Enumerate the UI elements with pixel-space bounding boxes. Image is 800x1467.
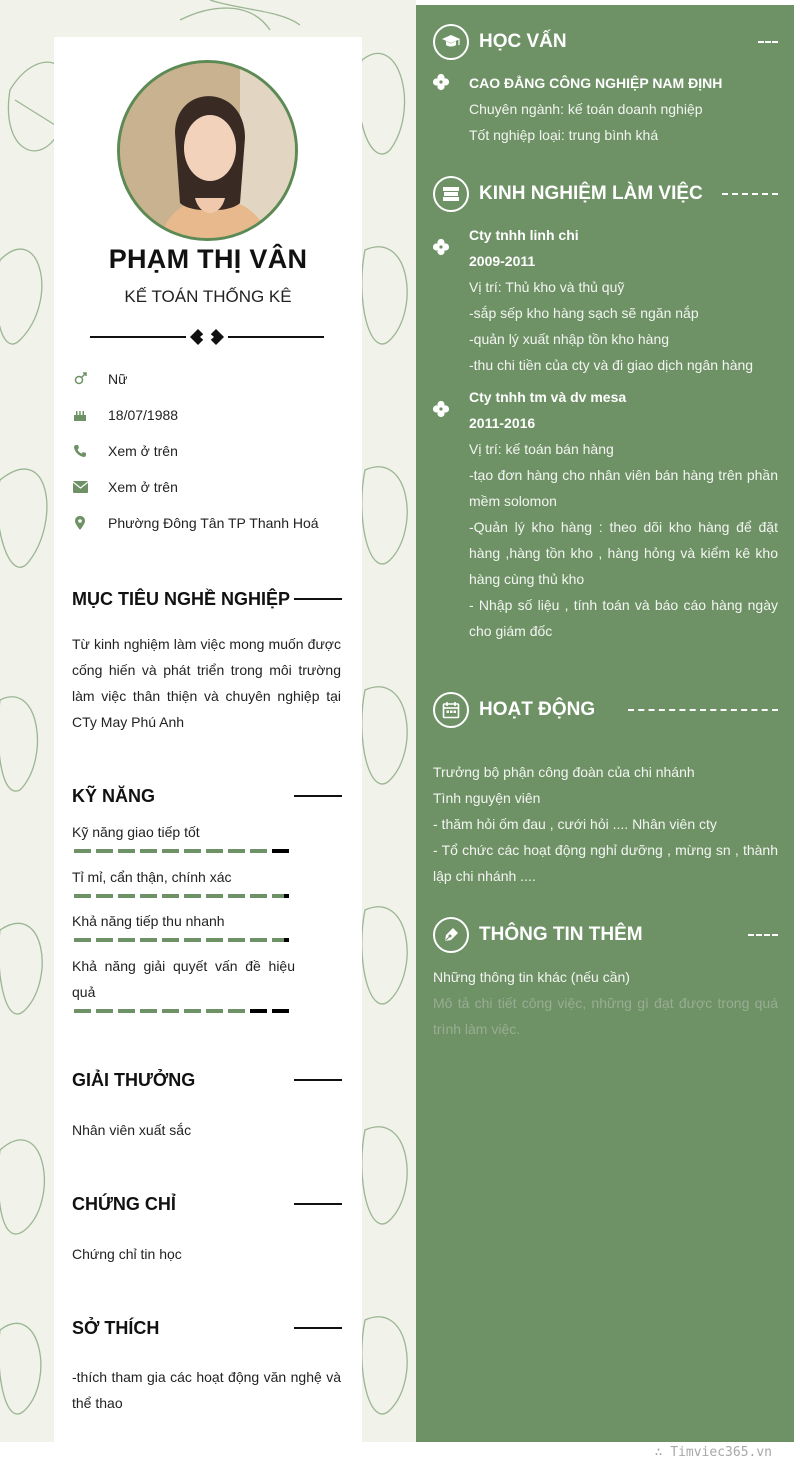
skills-heading <box>72 784 342 808</box>
job-period: 2011-2016 <box>469 415 536 431</box>
skill-segment <box>140 849 157 853</box>
hobbies-title: SỞ THÍCH <box>72 1317 160 1338</box>
experience-heading <box>433 176 778 212</box>
awards-title: GIẢI THƯỞNG <box>72 1069 196 1090</box>
skill-segment <box>272 894 289 898</box>
skill-segment <box>96 1009 113 1013</box>
education-title: HỌC VẤN <box>479 31 567 52</box>
skill-segment <box>96 938 113 942</box>
envelope-icon <box>72 479 88 495</box>
skill-label: Khả năng tiếp thu nhanh <box>72 913 225 929</box>
job-period: 2009-2011 <box>469 253 536 269</box>
contact-phone <box>72 441 178 461</box>
hobbies-heading <box>72 1316 342 1340</box>
contact-email <box>72 477 178 497</box>
job-line: Vị trí: Thủ kho và thủ quỹ <box>469 279 625 295</box>
job-line: -Quản lý kho hàng : theo dõi kho hàng để đặt hàng ,hàng tồn kho , hàng hỏng và kiểm kê kho hàng cùng thủ kho <box>469 519 778 587</box>
skill-segment <box>118 894 135 898</box>
skill-segment <box>206 849 223 853</box>
activities-heading <box>433 692 778 728</box>
skill-segment <box>162 894 179 898</box>
gender-text: Nữ <box>108 371 128 387</box>
skill-segment <box>74 1009 91 1013</box>
graduation-cap-icon <box>433 24 469 60</box>
calendar-icon <box>433 692 469 728</box>
heading-rule <box>294 1079 342 1081</box>
job-entry <box>469 222 778 378</box>
heading-dashes <box>628 709 778 711</box>
address-text: Phường Đông Tân TP Thanh Hoá <box>108 515 319 531</box>
ornament-divider <box>90 328 324 346</box>
skill-segment <box>140 1009 157 1013</box>
avatar-portrait <box>120 63 298 241</box>
flower-icon <box>432 238 450 256</box>
skill-segment <box>118 849 135 853</box>
education-block <box>469 70 778 148</box>
skill-segment <box>206 1009 223 1013</box>
activity-line: Trưởng bộ phận công đoàn của chi nhánh <box>433 764 695 780</box>
skill-segment <box>228 849 245 853</box>
phone-icon <box>72 443 88 459</box>
skill-segment <box>118 938 135 942</box>
activity-line: - thăm hỏi ốm đau , cưới hỏi .... Nhân viên cty <box>433 816 717 832</box>
education-heading <box>433 24 778 60</box>
skill-segment <box>96 849 113 853</box>
skill-label: Tỉ mỉ, cẩn thận, chính xác <box>72 869 232 885</box>
phone-text: Xem ở trên <box>108 443 178 459</box>
certificates-heading <box>72 1192 342 1216</box>
flower-icon <box>432 73 450 91</box>
education-major: Chuyên ngành: kế toán doanh nghiệp <box>469 101 703 117</box>
objective-heading <box>72 587 342 611</box>
job-line: - Nhập số liệu , tính toán và báo cáo hàng ngày cho giám đốc <box>469 597 778 639</box>
activity-line: - Tổ chức các hoạt động nghỉ dưỡng , mừng sn , thành lập chi nhánh .... <box>433 842 778 884</box>
email-text: Xem ở trên <box>108 479 178 495</box>
awards-text: Nhân viên xuất sắc <box>72 1122 192 1138</box>
experience-title: KINH NGHIỆM LÀM VIỆC <box>479 183 703 204</box>
skill-segment <box>118 1009 135 1013</box>
skill-segment <box>206 894 223 898</box>
skill-bar <box>74 938 295 942</box>
skill-segment <box>250 938 267 942</box>
company-name: Cty tnhh linh chi <box>469 227 579 243</box>
skill-segment <box>184 1009 201 1013</box>
heading-dashes <box>748 934 778 936</box>
additional-placeholder: Mô tả chi tiết công việc, những gì đạt được trong quá trình làm việc. <box>433 995 778 1037</box>
skill-segment <box>74 938 91 942</box>
certificates-title: CHỨNG CHỈ <box>72 1193 176 1214</box>
brand-mark: ∴ <box>654 1445 663 1460</box>
skill-segment <box>184 849 201 853</box>
skill-segment <box>74 849 91 853</box>
additional-heading <box>433 917 778 953</box>
skill-segment <box>228 894 245 898</box>
person-name: PHẠM THỊ VÂN <box>108 244 308 274</box>
skill-segment <box>162 938 179 942</box>
certificates-text: Chứng chỉ tin học <box>72 1246 182 1262</box>
skill-segment <box>162 849 179 853</box>
skill-bar <box>74 894 295 898</box>
skill-segment <box>272 938 289 942</box>
gender-icon <box>72 371 88 387</box>
additional-block <box>433 964 778 1042</box>
skill-label: Kỹ năng giao tiếp tốt <box>72 824 200 840</box>
job-line: -tạo đơn hàng cho nhân viên bán hàng trên phần mềm solomon <box>469 467 778 509</box>
skill-segment <box>250 1009 267 1013</box>
job-entry <box>469 384 778 644</box>
skill-segment <box>162 1009 179 1013</box>
heading-rule <box>294 598 342 600</box>
contact-birthday <box>72 405 178 425</box>
skill-bar <box>74 849 295 853</box>
heading-rule <box>294 1327 342 1329</box>
skill-segment <box>228 938 245 942</box>
skill-segment <box>140 894 157 898</box>
objective-text: Từ kinh nghiệm làm việc mong muốn được cống hiến và phát triển trong môi trường làm việc thân thiện và chuyên nghiệp tại CTy May Phú Anh <box>72 636 341 730</box>
heading-dashes <box>758 41 778 43</box>
skill-segment <box>272 849 289 853</box>
job-line: -thu chi tiền của cty và đi giao dịch ngân hàng <box>469 357 754 373</box>
brand-text: Timviec365.vn <box>670 1445 772 1460</box>
skill-segment <box>74 894 91 898</box>
birthday-text: 18/07/1988 <box>108 407 179 423</box>
flower-icon <box>432 400 450 418</box>
activity-line: Tình nguyện viên <box>433 790 541 806</box>
books-icon <box>433 176 469 212</box>
activities-title: HOẠT ĐỘNG <box>479 699 596 720</box>
objective-title: MỤC TIÊU NGHỀ NGHIỆP <box>72 588 291 609</box>
skill-segment <box>206 938 223 942</box>
contact-gender <box>72 369 127 389</box>
education-grade: Tốt nghiệp loại: trung bình khá <box>469 127 659 143</box>
additional-line: Những thông tin khác (nếu cần) <box>433 969 630 985</box>
skill-segment <box>250 849 267 853</box>
school-name: CAO ĐẲNG CÔNG NGHIỆP NAM ĐỊNH <box>469 75 723 91</box>
avatar <box>117 60 298 241</box>
footer <box>0 1442 800 1467</box>
skill-bar <box>74 1009 295 1013</box>
skill-segment <box>250 894 267 898</box>
activities-block <box>433 759 778 889</box>
contact-address <box>72 513 319 533</box>
skill-segment <box>184 894 201 898</box>
cake-icon <box>72 407 88 423</box>
heading-dashes <box>722 193 778 195</box>
heading-rule <box>294 795 342 797</box>
skill-segment <box>184 938 201 942</box>
map-pin-icon <box>72 515 88 531</box>
job-line: -quản lý xuất nhập tồn kho hàng <box>469 331 670 347</box>
skill-segment <box>272 1009 289 1013</box>
job-line: Vị trí: kế toán bán hàng <box>469 441 614 457</box>
skill-label: Khả năng giải quyết vấn đề hiệu quả <box>72 958 295 1000</box>
job-title: KẾ TOÁN THỐNG KÊ <box>124 287 292 306</box>
skill-segment <box>140 938 157 942</box>
job-line: -sắp sếp kho hàng sạch sẽ ngăn nắp <box>469 305 699 321</box>
heading-rule <box>294 1203 342 1205</box>
brand-watermark <box>655 1445 772 1460</box>
skills-title: KỸ NĂNG <box>72 785 156 806</box>
pen-nib-icon <box>433 917 469 953</box>
hobbies-text: -thích tham gia các hoạt động văn nghệ và thể thao <box>72 1369 341 1411</box>
additional-title: THÔNG TIN THÊM <box>479 924 643 945</box>
skill-segment <box>228 1009 245 1013</box>
skill-segment <box>96 894 113 898</box>
awards-heading <box>72 1068 342 1092</box>
company-name: Cty tnhh tm và dv mesa <box>469 389 627 405</box>
